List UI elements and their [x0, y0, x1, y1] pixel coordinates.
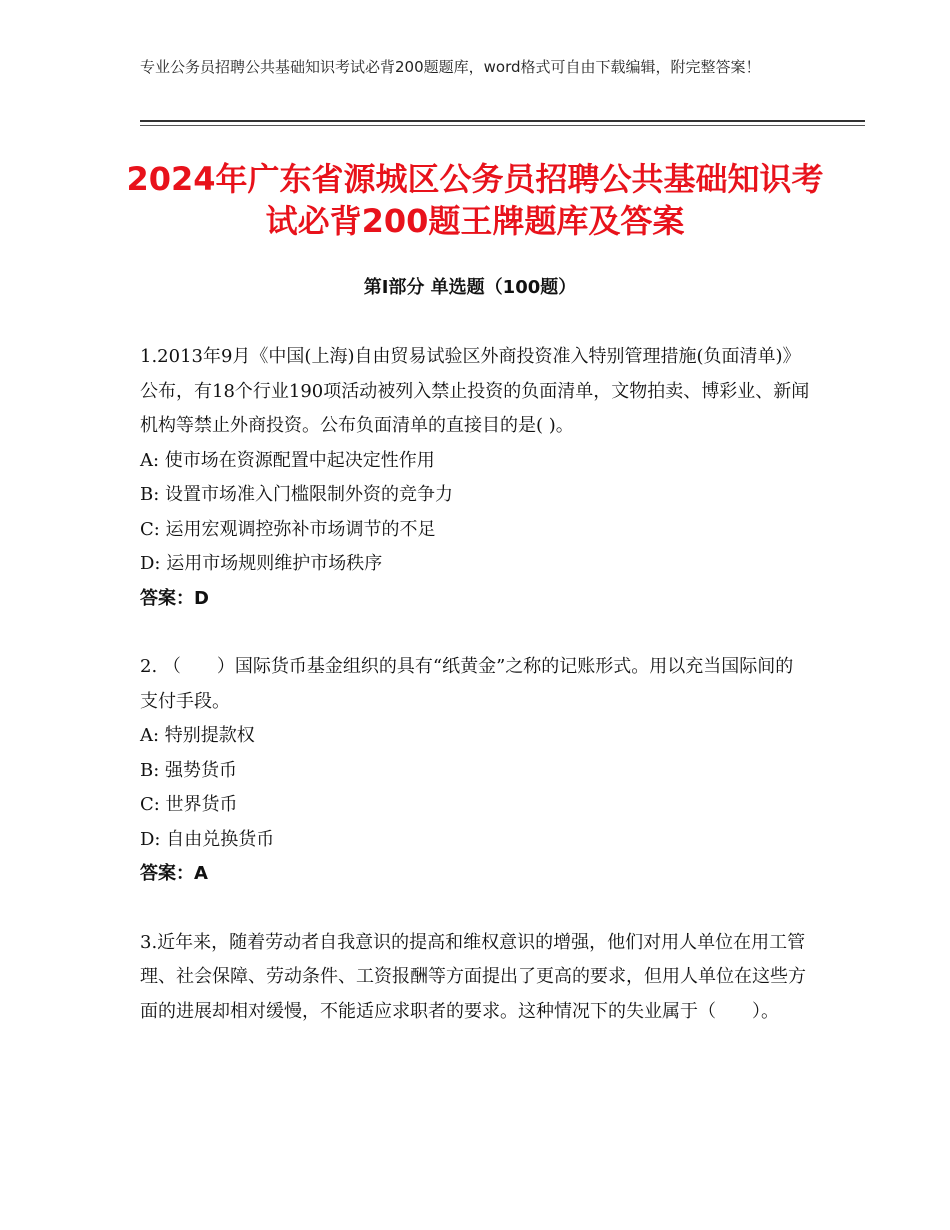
question-stem: 2. （ ）国际货币基金组织的具有“纸黄金”之称的记账形式。用以充当国际间的支付手段。: [140, 656, 794, 712]
answer: 答案：A: [140, 863, 208, 884]
question-3: [140, 926, 810, 1030]
option-a: A: 特别提款权: [140, 725, 255, 746]
option-d: D: 自由兑换货币: [140, 828, 275, 850]
section-title: 第Ⅰ部分 单选题（100题）: [363, 277, 577, 298]
question-stem: 1.2013年9月《中国(上海)自由贸易试验区外商投资准入特别管理措施(负面清单)》公布，有18个行业190项活动被列入禁止投资的负面清单，文物拍卖、博彩业、新闻机构等禁止外商投资。公布负面清单的直接目的是( )。: [140, 346, 810, 436]
document-title: 2024年广东省源城区公务员招聘公共基础知识考试必背200题王牌题库及答案: [126, 160, 824, 240]
header-note: 专业公务员招聘公共基础知识考试必背200题题库，word格式可自由下载编辑，附完整答案！: [140, 58, 761, 76]
option-c: C: 运用宏观调控弥补市场调节的不足: [140, 518, 436, 540]
option-b: B: 强势货币: [140, 759, 238, 781]
question-stem: 3.近年来，随着劳动者自我意识的提高和维权意识的增强，他们对用人单位在用工管理、社会保障、劳动条件、工资报酬等方面提出了更高的要求，但用人单位在这些方面的进展却相对缓慢，不能适应求职者的要求。这种情况下的失业属于（ ）。: [140, 931, 806, 1022]
option-b: B: 设置市场准入门槛限制外资的竞争力: [140, 484, 454, 505]
question-list: [140, 340, 810, 1063]
question-2: [140, 650, 810, 892]
option-c: C: 世界货币: [140, 794, 238, 815]
question-1: [140, 340, 810, 616]
option-d: D: 运用市场规则维护市场秩序: [140, 553, 383, 574]
answer: 答案：D: [140, 587, 209, 609]
header-rule: [140, 120, 865, 122]
option-a: A: 使市场在资源配置中起决定性作用: [140, 449, 435, 471]
header-rule-thin: [140, 125, 865, 126]
